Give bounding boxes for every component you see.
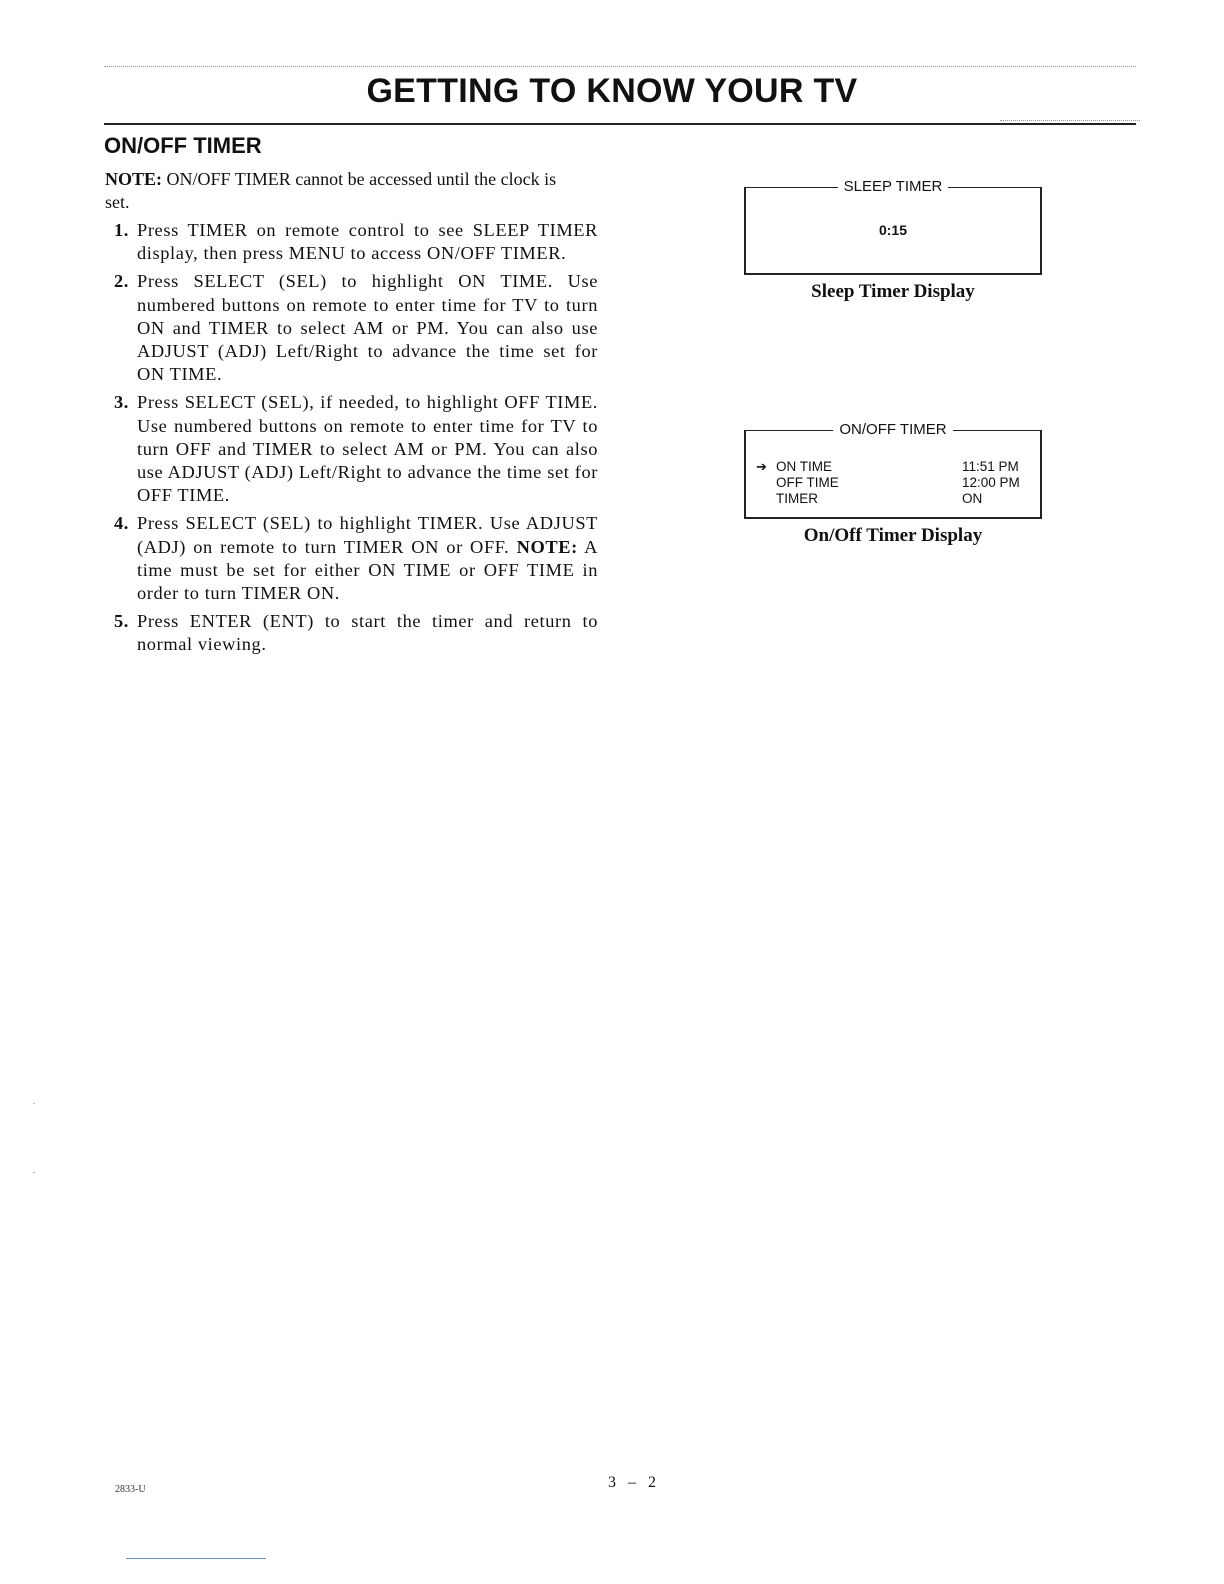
step-note-text: A time must be set for either ON TIME or OFF TIME in order to turn TIMER ON. (137, 536, 598, 604)
timer-row-label: OFF TIME (776, 475, 839, 490)
steps-list (114, 219, 598, 662)
sleep-timer-caption: Sleep Timer Display (811, 281, 975, 302)
document-code: 2833-U (115, 1484, 146, 1495)
step-item (114, 610, 598, 656)
note-label: NOTE: (105, 169, 163, 189)
step-text: Press SELECT (SEL) to highlight ON TIME. Use numbered buttons on remote to enter time for TV to turn ON and TIMER to select AM or PM. You can also use ADJUST (ADJ) Left/Right to advance the time set for ON TIME. (137, 271, 598, 385)
step-text: Press SELECT (SEL) to highlight TIMER. Use ADJUST (ADJ) on remote to turn TIMER ON or OFF. (137, 513, 598, 557)
on-off-timer-display (744, 421, 1042, 519)
sleep-timer-value: 0:15 (878, 222, 908, 238)
step-item (114, 270, 598, 386)
on-off-timer-title: ON/OFF TIMER (746, 421, 1040, 439)
top-dotted-rule (104, 66, 1136, 67)
page-title: GETTING TO KNOW YOUR TV (366, 72, 858, 110)
sleep-timer-title: SLEEP TIMER (746, 178, 1040, 196)
timer-row-label: ON TIME (776, 459, 833, 474)
timer-row-label: TIMER (776, 491, 818, 506)
step-number: 1. (114, 220, 129, 240)
sleep-timer-display (744, 178, 1042, 275)
step-item (114, 391, 598, 507)
step-number: 3. (114, 392, 129, 413)
title-underline-extension (1000, 120, 1140, 121)
step-item (114, 512, 598, 605)
step-number: 4. (114, 513, 129, 534)
step-note-label: NOTE: (516, 536, 578, 557)
step-number: 2. (114, 271, 129, 292)
section-heading: ON/OFF TIMER (104, 133, 262, 158)
scan-speck (33, 1103, 35, 1104)
note-text: ON/OFF TIMER cannot be accessed until the clock is set. (105, 169, 557, 212)
step-number: 5. (114, 611, 129, 632)
selector-arrow-icon: ➔ (756, 459, 767, 474)
step-item (114, 219, 598, 265)
title-underline (104, 123, 1136, 125)
scan-speck (33, 1172, 35, 1173)
on-off-timer-caption: On/Off Timer Display (803, 525, 983, 546)
footer-rule (126, 1558, 266, 1559)
section-note (105, 168, 565, 214)
timer-row-value: 12:00 PM (962, 475, 1020, 490)
step-text: Press ENTER (ENT) to start the timer and return to normal viewing. (137, 611, 598, 655)
step-text: Press TIMER on remote control to see SLEEP TIMER display, then press MENU to access ON/OFF TIMER. (137, 220, 598, 264)
page-number: 3 – 2 (608, 1474, 660, 1491)
step-text: Press SELECT (SEL), if needed, to highlight OFF TIME. Use numbered buttons on remote to enter time for TV to turn OFF and TIMER to select AM or PM. You can also use ADJUST (ADJ) Left/Right to advance the time set for OFF TIME. (137, 392, 598, 506)
timer-row-value: ON (962, 491, 983, 506)
timer-row-value: 11:51 PM (962, 459, 1019, 474)
